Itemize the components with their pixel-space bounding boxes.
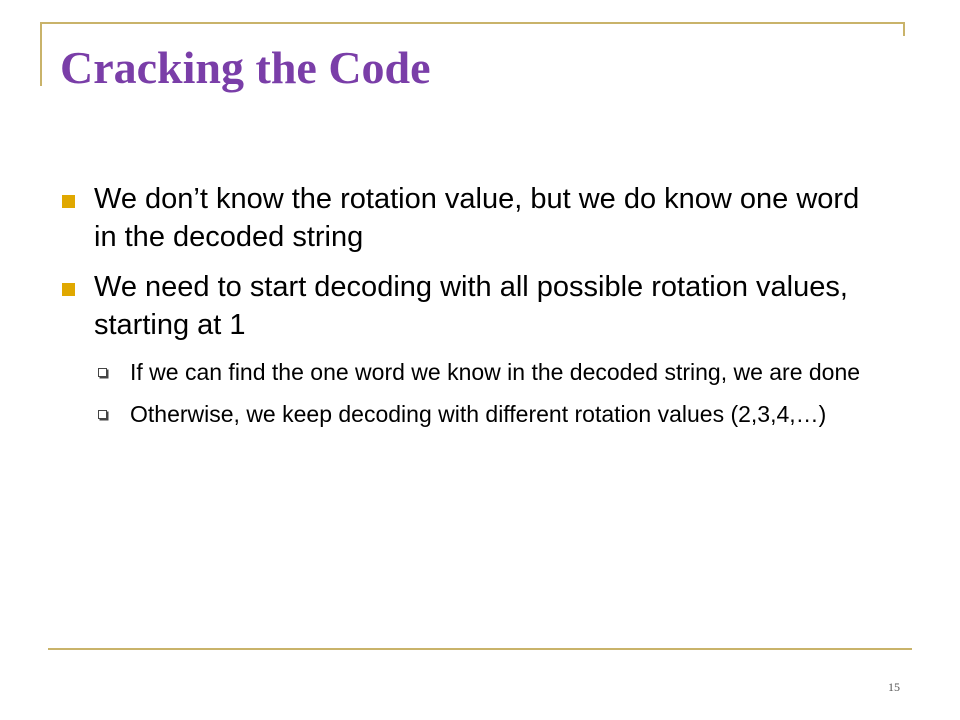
bullet-item bbox=[60, 268, 880, 344]
square-bullet-icon bbox=[62, 283, 75, 296]
sub-bullet-text: If we can find the one word we know in the decoded string, we are done bbox=[130, 359, 861, 385]
hollow-square-bullet-icon bbox=[98, 410, 107, 419]
square-bullet-icon bbox=[62, 195, 75, 208]
slide-content bbox=[60, 180, 880, 440]
slide-title: Cracking the Code bbox=[60, 42, 431, 93]
hollow-square-bullet-icon bbox=[98, 368, 107, 377]
bottom-decorative-rule bbox=[48, 648, 912, 650]
top-right-tick bbox=[903, 22, 905, 36]
bullet-text: We need to start decoding with all possible rotation values, starting at 1 bbox=[94, 271, 848, 341]
left-decorative-rule bbox=[40, 22, 42, 86]
page-number: 15 bbox=[888, 680, 900, 694]
sub-bullet-item bbox=[60, 398, 880, 430]
sub-bullet-text: Otherwise, we keep decoding with different rotation values (2,3,4,…) bbox=[130, 401, 827, 427]
bullet-text: We don’t know the rotation value, but we do know one word in the decoded string bbox=[94, 183, 860, 253]
bullet-item bbox=[60, 180, 880, 256]
top-decorative-rule bbox=[40, 22, 905, 24]
sub-bullet-item bbox=[60, 356, 880, 388]
